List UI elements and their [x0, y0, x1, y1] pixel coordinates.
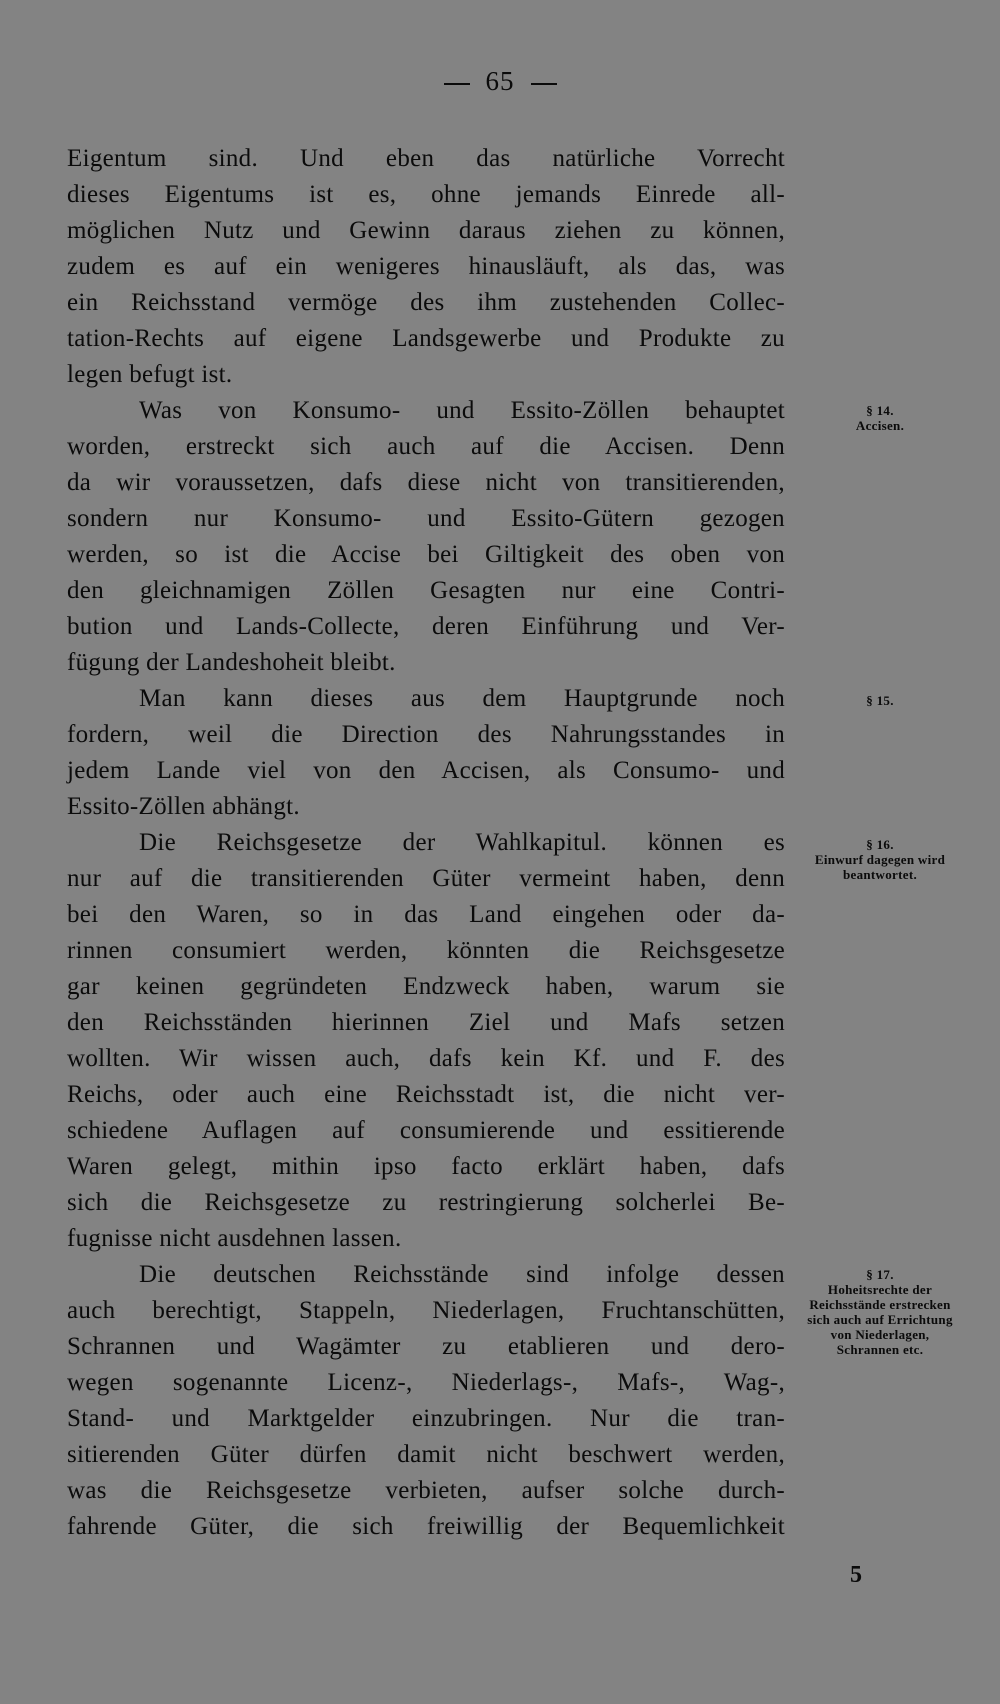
header-dash-left — [444, 83, 470, 85]
margin-note-text: Hoheitsrechte der Reichsstände erstrecken sich auch auf Errichtung von Niederlagen, Schrannen etc. — [807, 1282, 953, 1357]
section-number: § 16. — [866, 837, 894, 852]
text-line: rinnen consumiert werden, könnten die Reichsgesetze — [67, 937, 785, 964]
text-line: Eigentum sind. Und eben das natürliche Vorrecht — [67, 145, 785, 172]
text-line: legen befugt ist. — [67, 361, 233, 388]
text-line: fordern, weil die Direction des Nahrungsstandes in — [67, 721, 785, 748]
signature-mark: 5 — [850, 1562, 862, 1588]
page-number: 65 — [485, 66, 515, 96]
body-text — [67, 141, 785, 1545]
text-line: worden, erstreckt sich auch auf die Accisen. Denn — [67, 433, 785, 460]
text-line: Was von Konsumo- und Essito-Zöllen behauptet — [139, 397, 785, 424]
text-line: Man kann dieses aus dem Hauptgrunde noch — [139, 685, 785, 712]
text-line: Die Reichsgesetze der Wahlkapitul. können es — [139, 829, 785, 856]
text-line: Waren gelegt, mithin ipso facto erklärt haben, dafs — [67, 1153, 785, 1180]
text-line: wegen sogenannte Licenz-, Niederlags-, Mafs-, Wag-, — [67, 1369, 785, 1396]
text-line: sondern nur Konsumo- und Essito-Gütern gezogen — [67, 505, 785, 532]
text-line: tation-Rechts auf eigene Landsgewerbe und Produkte zu — [67, 325, 785, 352]
margin-note-17 — [800, 1267, 960, 1357]
section-number: § 14. — [866, 403, 894, 418]
text-line: Reichs, oder auch eine Reichsstadt ist, die nicht ver- — [67, 1081, 785, 1108]
text-line: Essito-Zöllen abhängt. — [67, 793, 300, 820]
text-line: auch berechtigt, Stappeln, Niederlagen, Fruchtanschütten, — [67, 1297, 785, 1324]
text-line: da wir voraussetzen, dafs diese nicht von transitierenden, — [67, 469, 785, 496]
header-dash-right — [531, 83, 557, 85]
margin-note-text: Accisen. — [855, 418, 905, 433]
text-line: schiedene Auflagen auf consumierende und essitierende — [67, 1117, 785, 1144]
text-line: bei den Waren, so in das Land eingehen oder da- — [67, 901, 785, 928]
page-header — [0, 66, 1000, 97]
text-line: ein Reichsstand vermöge des ihm zustehenden Collec- — [67, 289, 785, 316]
text-line: sich die Reichsgesetze zu restringierung solcherlei Be- — [67, 1189, 785, 1216]
text-line: den gleichnamigen Zöllen Gesagten nur eine Contri- — [67, 577, 785, 604]
text-line: wollten. Wir wissen auch, dafs kein Kf. und F. des — [67, 1045, 785, 1072]
section-number: § 17. — [866, 1267, 894, 1282]
text-line: zudem es auf ein wenigeres hinausläuft, als das, was — [67, 253, 785, 280]
text-line: jedem Lande viel von den Accisen, als Consumo- und — [67, 757, 785, 784]
margin-note-14 — [800, 403, 960, 433]
text-line: möglichen Nutz und Gewinn daraus ziehen zu können, — [67, 217, 785, 244]
text-line: gar keinen gegründeten Endzweck haben, warum sie — [67, 973, 785, 1000]
text-line: Stand- und Marktgelder einzubringen. Nur die tran- — [67, 1405, 785, 1432]
text-line: Die deutschen Reichsstände sind infolge dessen — [139, 1261, 785, 1288]
text-line: Schrannen und Wagämter zu etablieren und dero- — [67, 1333, 785, 1360]
text-line: fahrende Güter, die sich freiwillig der Bequemlichkeit — [67, 1513, 785, 1540]
text-line: fugnisse nicht ausdehnen lassen. — [67, 1225, 402, 1252]
text-line: den Reichsständen hierinnen Ziel und Mafs setzen — [67, 1009, 785, 1036]
margin-note-text: Einwurf dagegen wird beantwortet. — [814, 852, 946, 882]
text-line: sitierenden Güter dürfen damit nicht beschwert werden, — [67, 1441, 785, 1468]
text-line: dieses Eigentums ist es, ohne jemands Einrede all- — [67, 181, 785, 208]
text-line: nur auf die transitierenden Güter vermeint haben, denn — [67, 865, 785, 892]
text-line: fügung der Landeshoheit bleibt. — [67, 649, 396, 676]
text-line: werden, so ist die Accise bei Giltigkeit des oben von — [67, 541, 785, 568]
text-line: bution und Lands-Collecte, deren Einführung und Ver- — [67, 613, 785, 640]
margin-note-15 — [800, 693, 960, 708]
section-number: § 15. — [866, 693, 894, 708]
text-line: was die Reichsgesetze verbieten, aufser solche durch- — [67, 1477, 785, 1504]
margin-note-16 — [800, 837, 960, 882]
